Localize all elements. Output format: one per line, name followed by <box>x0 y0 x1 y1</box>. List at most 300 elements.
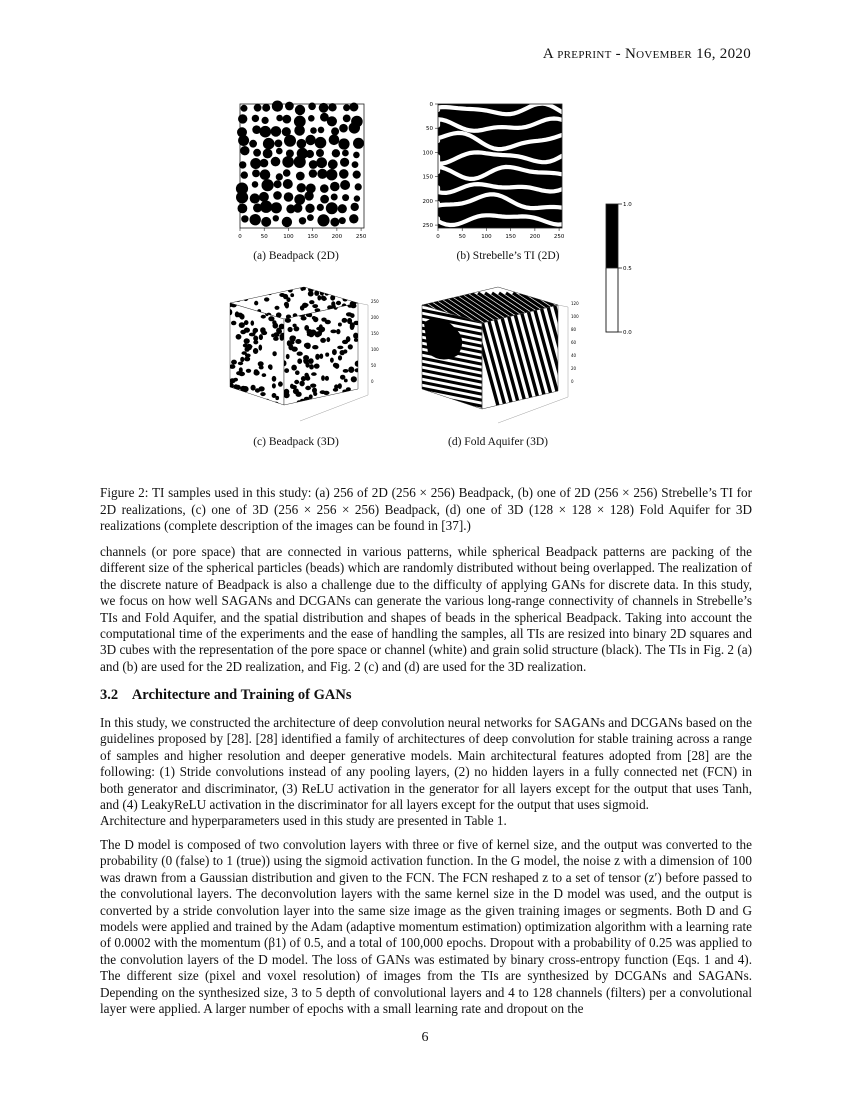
bead <box>320 184 329 193</box>
xtick-label: 100 <box>283 234 294 240</box>
beadpack-3d-axis-ticks <box>371 299 379 384</box>
axis-tick-label: 60 <box>571 340 577 345</box>
bead <box>342 150 349 157</box>
bead <box>236 191 248 203</box>
bead <box>295 370 300 375</box>
xtick-label: 0 <box>436 234 440 240</box>
bead <box>240 330 246 335</box>
bead <box>321 375 325 381</box>
bead <box>342 194 349 201</box>
bead <box>297 358 302 364</box>
bead <box>284 135 296 147</box>
paragraph-1: channels (or pore space) that are connected in various patterns, while spherical Beadpack patterns are packing of the different size of the spherical particles (beads) which are randomly distributed without being overlapped. The realization of the discrete nature of Beadpack is also a challenge due to the difficulty of applying GANs for discrete data. In this study, we focus on how well SAGANs and DCGANs can generate the various long-range connectivity of channels in Strebelle’s TIs and Fold Aquifer, and the spatial distribution and shapes of beads in the spherical Beadpack. Taking into account the computational time of the experiments and the ease of handling the samples, all TIs are resized into binary 2D squares and 3D cubes with the representation of the pore space or channel (white) and grain solid structure (black). The TIs in Fig. 2 (a) and (b) are used for the 2D realization, and Fig. 2 (c) and (d) are used for the 3D realization. <box>100 544 752 674</box>
axis-tick-label: 250 <box>371 299 379 304</box>
bead <box>330 330 336 334</box>
bead <box>243 344 248 348</box>
bead <box>275 396 279 400</box>
bead <box>231 360 237 365</box>
bead <box>288 327 293 332</box>
bead <box>308 103 316 111</box>
bead <box>250 193 260 203</box>
bead <box>260 169 271 180</box>
bead <box>289 336 295 342</box>
bead <box>244 357 250 362</box>
bead <box>342 318 348 323</box>
bead <box>272 320 276 325</box>
ytick-label: 100 <box>422 150 433 157</box>
bead <box>330 358 334 363</box>
bead <box>328 103 336 111</box>
bead <box>338 138 349 149</box>
axis-tick-label: 40 <box>571 353 577 358</box>
bead <box>319 354 323 359</box>
bead <box>317 214 329 226</box>
fold-3d-axis-ticks <box>571 301 579 384</box>
bead <box>275 140 283 148</box>
bead <box>263 138 275 150</box>
bead <box>284 368 289 373</box>
ytick-label: 150 <box>422 174 433 181</box>
bead <box>297 183 306 192</box>
bead <box>238 114 247 123</box>
xtick-label: 250 <box>553 234 565 240</box>
axis-tick-label: 100 <box>371 347 379 352</box>
bead <box>260 201 272 213</box>
bead <box>307 333 311 337</box>
bead <box>349 214 358 223</box>
bead <box>312 304 318 308</box>
bead <box>254 370 260 375</box>
beadpack-2d-beads <box>236 101 364 228</box>
axis-tick-label: 100 <box>571 314 579 319</box>
bead <box>228 309 232 315</box>
bead <box>294 156 306 168</box>
bead <box>268 287 272 292</box>
xtick-label: 0 <box>238 234 242 240</box>
bead <box>272 101 283 112</box>
bead <box>355 368 361 372</box>
bead <box>353 138 364 149</box>
bead <box>339 124 348 133</box>
bead <box>254 301 258 306</box>
bead <box>319 103 329 113</box>
bead <box>271 286 276 292</box>
bead <box>309 169 317 177</box>
bead <box>250 158 261 169</box>
bead <box>353 152 360 159</box>
bead <box>317 400 323 404</box>
xtick-label: 50 <box>260 234 268 240</box>
bead <box>348 367 354 373</box>
bead <box>296 172 305 181</box>
stripe <box>416 417 486 431</box>
bead <box>236 334 242 340</box>
header-left: A preprint <box>542 46 612 62</box>
bead <box>295 105 305 115</box>
xtick-label: 200 <box>331 234 343 240</box>
xtick-label: 150 <box>307 234 318 240</box>
bead <box>294 125 305 136</box>
ytick-label: 0 <box>429 102 433 108</box>
axis-tick-label: 150 <box>371 331 379 336</box>
bead <box>265 287 269 293</box>
bead <box>313 317 318 322</box>
axis-tick-label: 120 <box>571 301 579 306</box>
bead <box>309 364 314 369</box>
bead <box>304 191 313 200</box>
bead <box>241 171 248 178</box>
bead <box>263 149 273 159</box>
stripe <box>554 303 584 413</box>
section-heading <box>100 687 351 704</box>
bead <box>354 195 360 201</box>
stripe <box>416 405 486 419</box>
bead <box>304 325 309 331</box>
bead <box>344 389 350 394</box>
stripe <box>561 303 586 413</box>
axis-tick-label: 200 <box>371 315 379 320</box>
bead <box>237 400 242 405</box>
bead <box>268 288 274 292</box>
bead <box>343 297 348 301</box>
bead <box>273 215 279 221</box>
bead <box>253 149 261 157</box>
bead <box>235 298 241 302</box>
bead <box>310 384 316 388</box>
bead <box>350 313 355 318</box>
bead <box>338 204 347 213</box>
bead <box>305 135 315 145</box>
bead <box>249 287 254 293</box>
bead <box>285 318 291 323</box>
bead <box>318 397 322 403</box>
bead <box>229 394 235 400</box>
bead <box>264 297 269 301</box>
bead <box>334 384 338 389</box>
bead <box>339 217 346 224</box>
bead <box>253 336 258 342</box>
bead <box>320 195 329 204</box>
xtick-label: 250 <box>355 234 367 240</box>
stripe <box>575 303 586 413</box>
bead <box>236 293 242 298</box>
bead <box>305 204 314 213</box>
bead <box>316 149 324 157</box>
bead <box>251 385 256 391</box>
axis-tick-label: 0 <box>371 379 374 384</box>
bead <box>261 217 271 227</box>
stripe <box>568 303 586 413</box>
bead <box>238 362 243 366</box>
bead <box>353 333 358 339</box>
bead <box>260 159 269 168</box>
colorbar-tick-0: 0.0 <box>623 330 632 336</box>
bead <box>339 169 349 179</box>
bead <box>299 217 306 224</box>
axis-tick-label: 20 <box>571 366 577 371</box>
bead <box>304 343 310 348</box>
ytick-label: 200 <box>422 198 433 205</box>
paragraph-3: Architecture and hyperparameters used in this study are presented in Table 1. <box>100 813 507 828</box>
bead <box>282 156 294 168</box>
beadpack-3d-image <box>218 283 388 435</box>
bead <box>241 215 248 222</box>
bead <box>262 104 270 112</box>
bead <box>294 380 299 384</box>
stripe <box>416 411 486 425</box>
bead <box>316 157 327 168</box>
bead <box>330 182 340 192</box>
bead <box>238 135 249 146</box>
axis-tick-label: 50 <box>371 363 377 368</box>
bead <box>272 351 276 356</box>
bead <box>271 157 281 167</box>
xtick-label: 50 <box>458 234 466 240</box>
bead <box>276 115 283 122</box>
bead <box>284 302 289 307</box>
bead <box>329 135 340 146</box>
bead <box>251 286 255 290</box>
fold-aquifer-3d-image <box>408 283 586 435</box>
colorbar-tick-1: 1.0 <box>623 202 632 208</box>
bead <box>286 354 290 359</box>
paragraph-2: In this study, we constructed the architecture of deep convolution neural networks for SAGANs and DCGANs based on the guidelines proposed by [28]. [28] identified a family of architectures of deep convolution for stable training across a range of samples and higher resolution and deeper generative models. Main architectural features adopted from [28] are the following: (1) Stride convolutions instead of any pooling layers, (2) no hidden layers in a fully connected net (FCN) in both generator and discriminator, (3) ReLU activation in the generator for all layers except for the output that uses Tanh, and (4) LeakyReLU activation in the discriminator for all layers except for the output that uses sigmoid. <box>100 715 752 813</box>
bead <box>283 169 291 177</box>
bead <box>305 386 311 390</box>
bead <box>302 303 308 308</box>
bead <box>317 169 327 179</box>
bead <box>340 180 350 190</box>
bead <box>240 357 244 362</box>
bead <box>244 338 250 344</box>
bead <box>230 388 234 392</box>
bead <box>343 349 347 353</box>
bead <box>308 358 313 364</box>
colorbar <box>600 198 640 338</box>
bead <box>344 379 348 383</box>
bead <box>250 214 261 225</box>
bead <box>260 392 265 396</box>
bead <box>314 364 320 369</box>
bead <box>259 334 263 340</box>
bead <box>246 369 251 373</box>
bead <box>251 320 255 325</box>
bead <box>259 345 263 351</box>
bead <box>276 173 283 180</box>
bead <box>294 194 305 205</box>
bead <box>351 376 357 382</box>
bead <box>317 295 321 300</box>
bead <box>276 148 283 155</box>
bead <box>318 127 325 134</box>
bead <box>355 361 361 367</box>
bead <box>326 169 337 180</box>
bead <box>286 297 290 302</box>
bead <box>233 378 238 382</box>
axis-tick-label: 0 <box>571 379 574 384</box>
bead <box>312 388 317 394</box>
bead <box>309 160 318 169</box>
bead <box>353 321 359 325</box>
beadpack-2d-image <box>226 100 376 248</box>
strebelle-2d-image <box>412 98 572 248</box>
bead <box>254 104 262 112</box>
bead <box>326 285 330 290</box>
subcaption-c: (c) Beadpack (3D) <box>253 436 339 448</box>
bead <box>249 140 257 148</box>
bead <box>355 183 362 190</box>
axis-tick-label: 80 <box>571 327 577 332</box>
stripe <box>583 293 586 333</box>
bead <box>243 296 248 301</box>
bead <box>293 388 299 394</box>
running-header <box>543 46 751 63</box>
bead <box>352 293 357 297</box>
bead <box>271 202 282 213</box>
bead <box>293 204 302 213</box>
bead <box>299 381 304 387</box>
bead <box>262 117 269 124</box>
bead <box>297 139 307 149</box>
bead <box>320 338 326 343</box>
bead <box>275 306 280 310</box>
bead <box>271 334 275 338</box>
bead <box>291 365 297 371</box>
bead <box>252 170 260 178</box>
bead <box>314 291 319 296</box>
bead <box>262 373 267 377</box>
bead <box>348 344 353 349</box>
bead <box>349 103 358 112</box>
beadpack-2d-xticks <box>238 228 367 240</box>
bead <box>239 161 246 168</box>
bead <box>253 348 258 354</box>
bead <box>349 122 360 133</box>
bead <box>332 149 340 157</box>
bead <box>252 115 259 122</box>
bead <box>255 388 260 392</box>
bead <box>229 364 235 369</box>
header-sep: - <box>615 46 626 62</box>
bead <box>354 287 360 292</box>
bead <box>229 288 233 292</box>
bead <box>303 358 308 364</box>
bead <box>241 105 248 112</box>
bead <box>325 376 329 381</box>
bead <box>340 158 349 167</box>
bead <box>228 383 234 389</box>
bead <box>306 150 314 158</box>
bead <box>252 181 259 188</box>
header-right: November 16, 2020 <box>625 46 751 62</box>
bead <box>300 285 304 291</box>
bead <box>333 363 338 368</box>
ytick-label: 250 <box>422 223 433 230</box>
bead <box>338 355 342 360</box>
bead <box>309 300 314 304</box>
bead <box>260 126 272 138</box>
bead <box>273 191 282 200</box>
bead <box>331 194 338 201</box>
bead <box>338 323 342 327</box>
bead <box>327 116 337 126</box>
ytick-label: 50 <box>426 126 433 133</box>
bead <box>322 296 327 301</box>
bead <box>240 146 249 155</box>
bead <box>276 312 282 317</box>
colorbar-tick-05: 0.5 <box>623 266 632 272</box>
bead <box>326 202 338 214</box>
bead <box>310 127 317 134</box>
bead <box>277 329 282 334</box>
section-title: Architecture and Training of GANs <box>131 687 352 703</box>
bead <box>308 291 314 296</box>
bead <box>351 203 359 211</box>
bead <box>336 329 340 334</box>
bead <box>315 137 327 149</box>
subcaption-a: (a) Beadpack (2D) <box>253 250 339 262</box>
bead <box>283 179 293 189</box>
bead <box>340 375 345 380</box>
bead <box>325 353 329 357</box>
bead <box>290 293 294 297</box>
bead <box>271 126 282 137</box>
subcaption-b: (b) Strebelle’s TI (2D) <box>456 250 560 262</box>
bead <box>308 115 315 122</box>
bead <box>343 115 351 123</box>
bead <box>317 204 324 211</box>
subcaption-d: (d) Fold Aquifer (3D) <box>448 436 548 448</box>
xtick-label: 200 <box>529 234 541 240</box>
xtick-label: 100 <box>481 234 492 240</box>
bead <box>311 372 317 376</box>
bead <box>237 313 243 318</box>
bead <box>239 372 245 377</box>
bead <box>259 192 269 202</box>
bead <box>239 322 245 328</box>
bead <box>260 327 266 333</box>
bead <box>352 161 359 168</box>
bead <box>307 214 314 221</box>
bead <box>312 345 318 349</box>
bead <box>261 315 266 319</box>
bead <box>232 287 238 293</box>
bead <box>331 127 339 135</box>
bead <box>285 102 294 111</box>
bead <box>284 192 294 202</box>
bead <box>328 159 338 169</box>
bead <box>326 337 330 342</box>
bead <box>332 349 337 355</box>
bead <box>272 383 276 388</box>
bead <box>337 346 343 350</box>
bead <box>268 364 272 369</box>
xtick-label: 150 <box>505 234 516 240</box>
bead <box>330 218 339 227</box>
page-number: 6 <box>421 1030 429 1045</box>
bead <box>256 397 261 401</box>
bead <box>253 328 258 333</box>
bead <box>323 391 329 395</box>
figure-caption: Figure 2: TI samples used in this study: (a) 256 of 2D (256 × 256) Beadpack, (b) one of 2D (256 × 256) Strebelle’s TI for 2D realizations, (c) one of 3D (256 × 256 × 256) Beadpack, (d) one of 3D (128 × 128 × 128) Fold Aquifer for 3D realizations (complete description of the images can be found in [37].) <box>100 485 752 533</box>
bead <box>295 339 301 344</box>
bead <box>288 344 293 350</box>
bead <box>318 327 324 333</box>
bead <box>315 354 320 360</box>
bead <box>238 204 248 214</box>
bead <box>229 296 234 302</box>
bead <box>262 179 274 191</box>
